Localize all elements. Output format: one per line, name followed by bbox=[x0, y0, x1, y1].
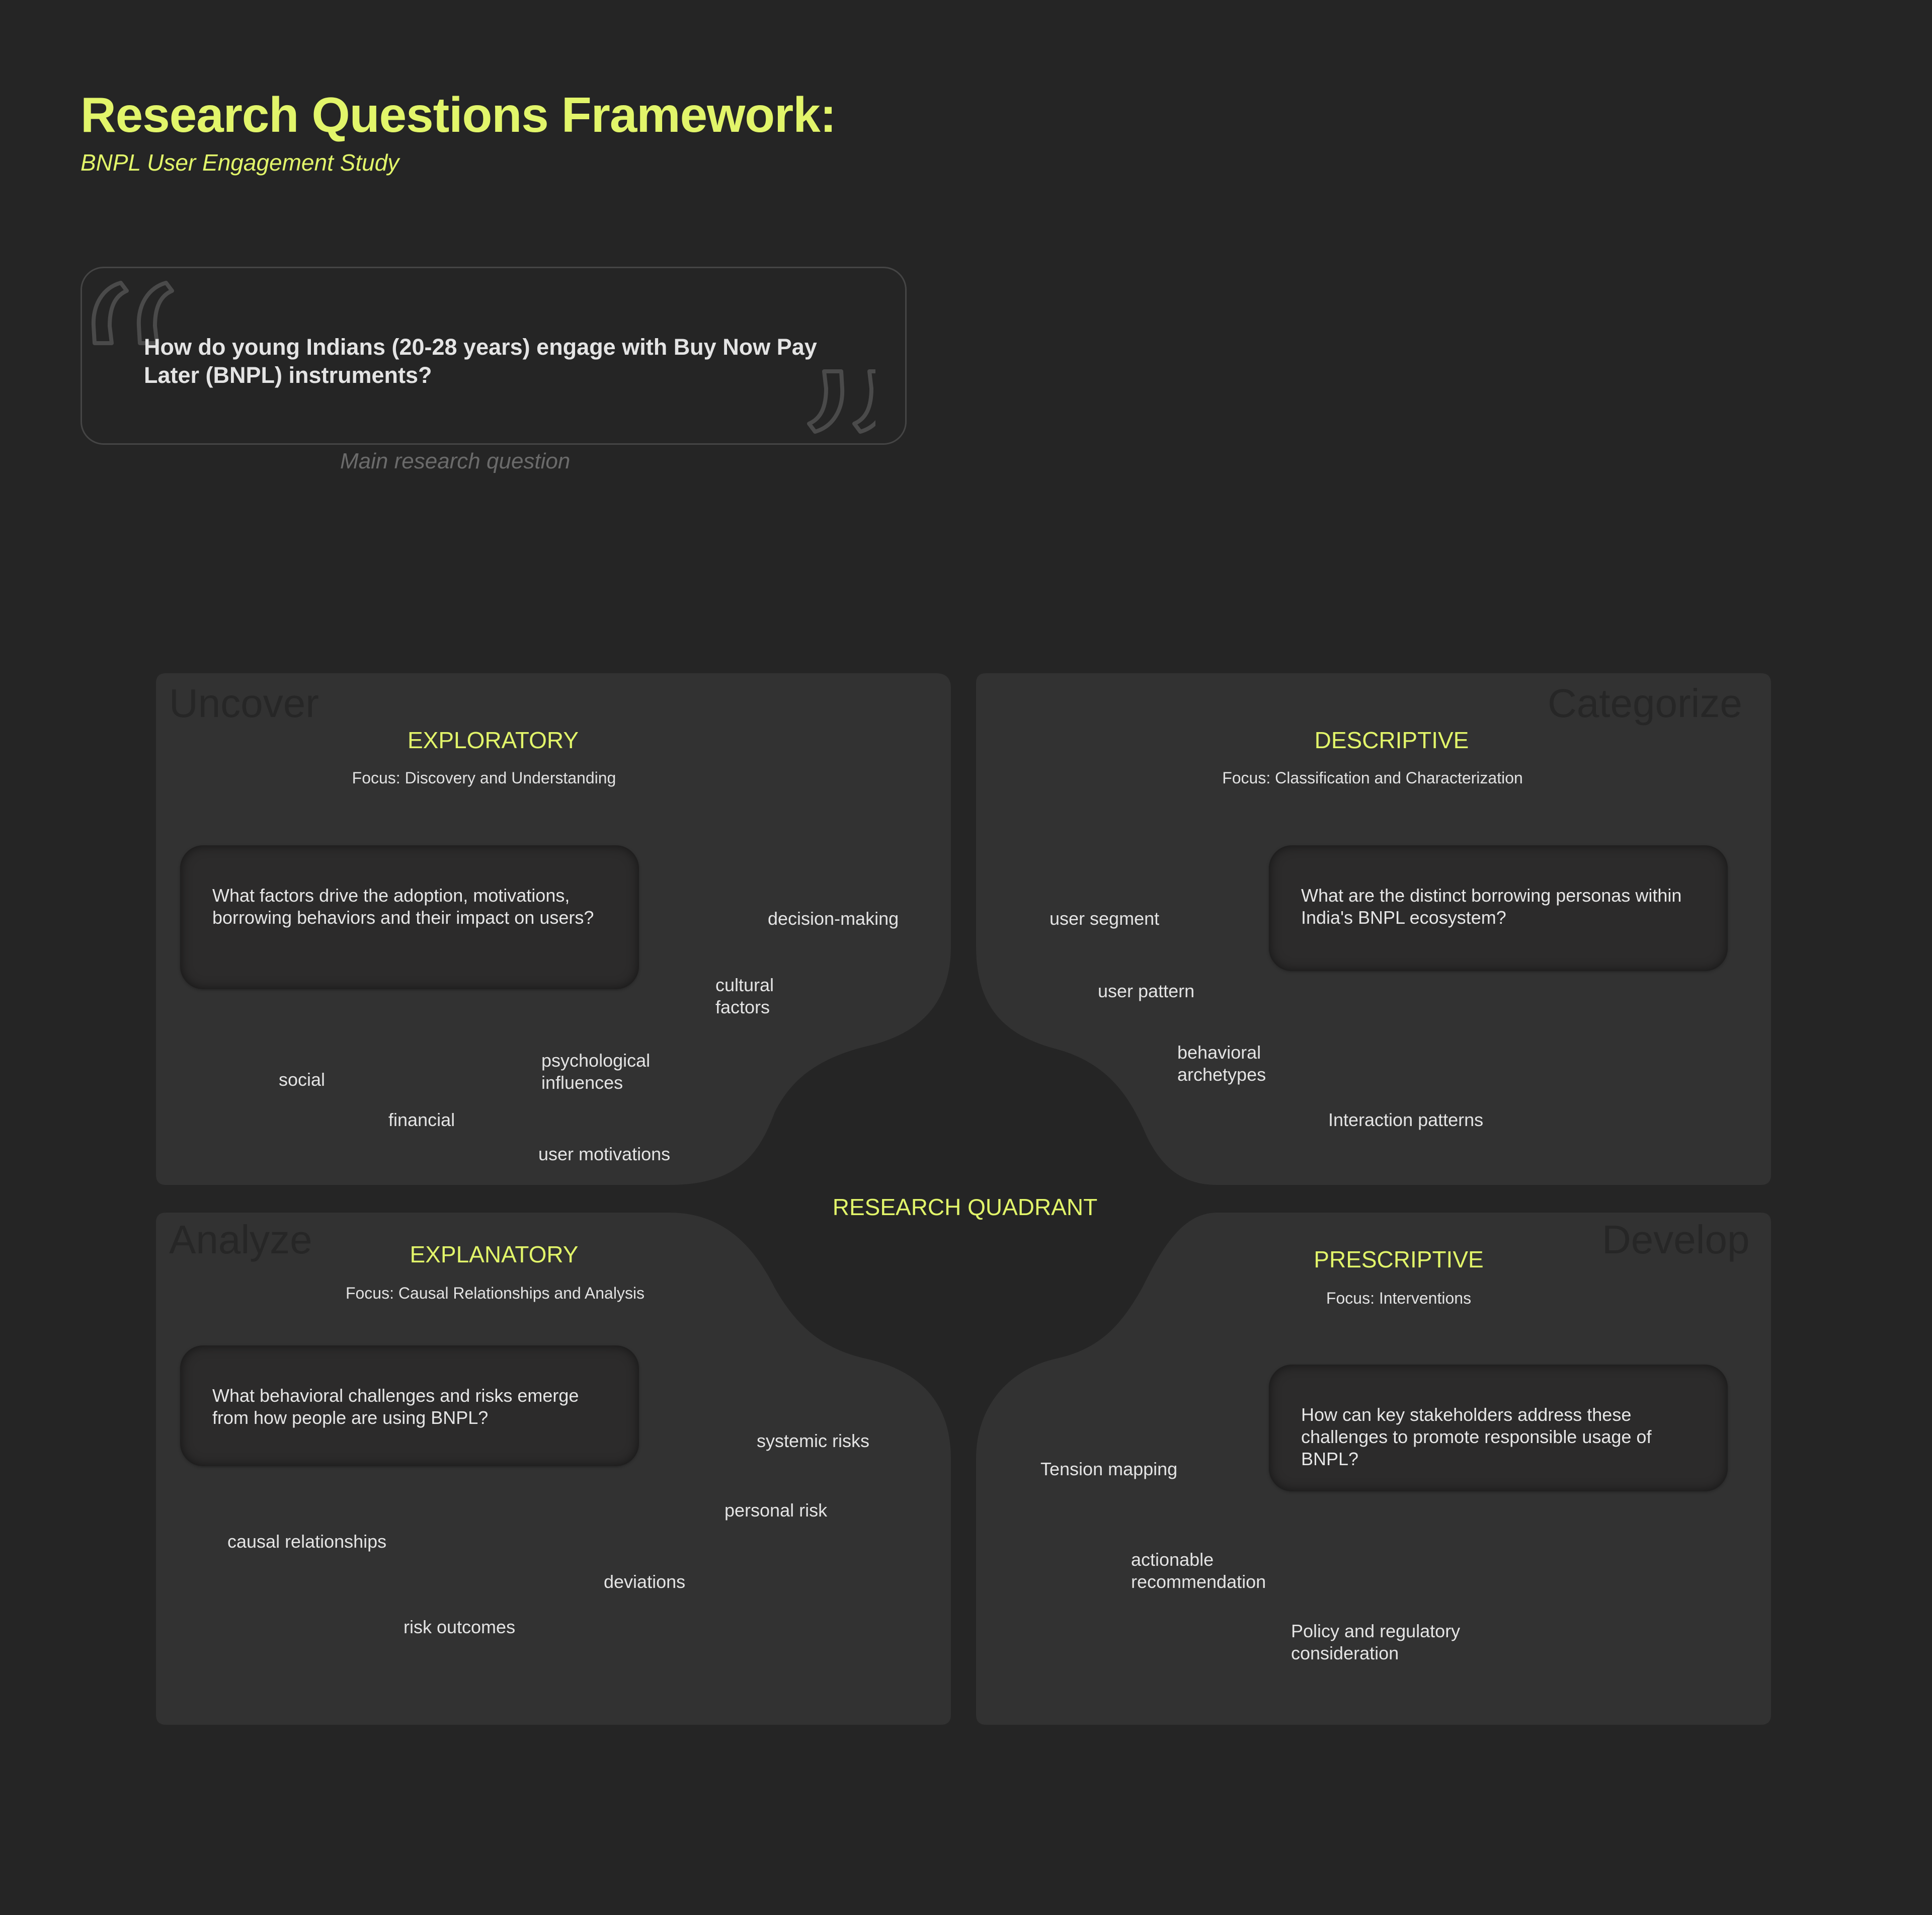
page-title: Research Questions Framework: bbox=[80, 87, 836, 142]
keyword: financial bbox=[388, 1109, 455, 1130]
keyword: systemic risks bbox=[757, 1430, 869, 1451]
quadrant-title-exploratory: EXPLORATORY bbox=[407, 727, 579, 753]
watermark-exploratory: Uncover bbox=[169, 681, 319, 726]
quadrant-title-prescriptive: PRESCRIPTIVE bbox=[1314, 1246, 1484, 1272]
question-card-prescriptive: How can key stakeholders address these challenges to promote responsible usage of BNPL? bbox=[1269, 1365, 1728, 1491]
keyword: deviations bbox=[604, 1571, 686, 1592]
watermark-explanatory: Analyze bbox=[169, 1217, 312, 1262]
quadrant-focus-prescriptive: Focus: Interventions bbox=[1326, 1289, 1472, 1307]
main-question-caption: Main research question bbox=[340, 449, 571, 473]
keyword: psychological influences bbox=[541, 1050, 651, 1093]
question-card-exploratory: What factors drive the adoption, motivations, borrowing behaviors and their impact on users? bbox=[180, 845, 639, 989]
quadrant-title-descriptive: DESCRIPTIVE bbox=[1314, 727, 1469, 753]
keyword: user segment bbox=[1050, 908, 1160, 929]
page-subtitle: BNPL User Engagement Study bbox=[80, 149, 399, 176]
keyword: cultural factors bbox=[715, 975, 774, 1017]
quadrant-focus-exploratory: Focus: Discovery and Understanding bbox=[352, 769, 616, 787]
keyword: social bbox=[279, 1069, 326, 1090]
keyword: user motivations bbox=[538, 1144, 671, 1164]
keyword: Policy and regulatory consideration bbox=[1291, 1621, 1461, 1663]
keyword: Interaction patterns bbox=[1328, 1109, 1484, 1130]
center-label: RESEARCH QUADRANT bbox=[832, 1194, 1098, 1220]
keyword: user pattern bbox=[1098, 981, 1195, 1001]
quadrant-title-explanatory: EXPLANATORY bbox=[410, 1241, 579, 1267]
main-question-text: How do young Indians (20-28 years) engage with Buy Now Pay Later (BNPL) instruments? bbox=[144, 334, 817, 388]
watermark-descriptive: Categorize bbox=[1548, 681, 1742, 726]
quadrant-focus-descriptive: Focus: Classification and Characterization bbox=[1222, 769, 1523, 787]
quadrant-focus-explanatory: Focus: Causal Relationships and Analysis bbox=[345, 1284, 645, 1302]
keyword: causal relationships bbox=[227, 1531, 387, 1552]
question-card-descriptive: What are the distinct borrowing personas within India's BNPL ecosystem? bbox=[1269, 845, 1728, 971]
keyword: decision-making bbox=[768, 908, 899, 929]
question-card-explanatory: What behavioral challenges and risks emerge from how people are using BNPL? bbox=[180, 1345, 639, 1466]
keyword: actionable recommendation bbox=[1131, 1549, 1266, 1592]
keyword: behavioral archetypes bbox=[1177, 1042, 1266, 1085]
keyword: risk outcomes bbox=[404, 1617, 516, 1637]
keyword: personal risk bbox=[725, 1500, 828, 1521]
keyword: Tension mapping bbox=[1040, 1459, 1178, 1479]
watermark-prescriptive: Develop bbox=[1602, 1217, 1750, 1262]
